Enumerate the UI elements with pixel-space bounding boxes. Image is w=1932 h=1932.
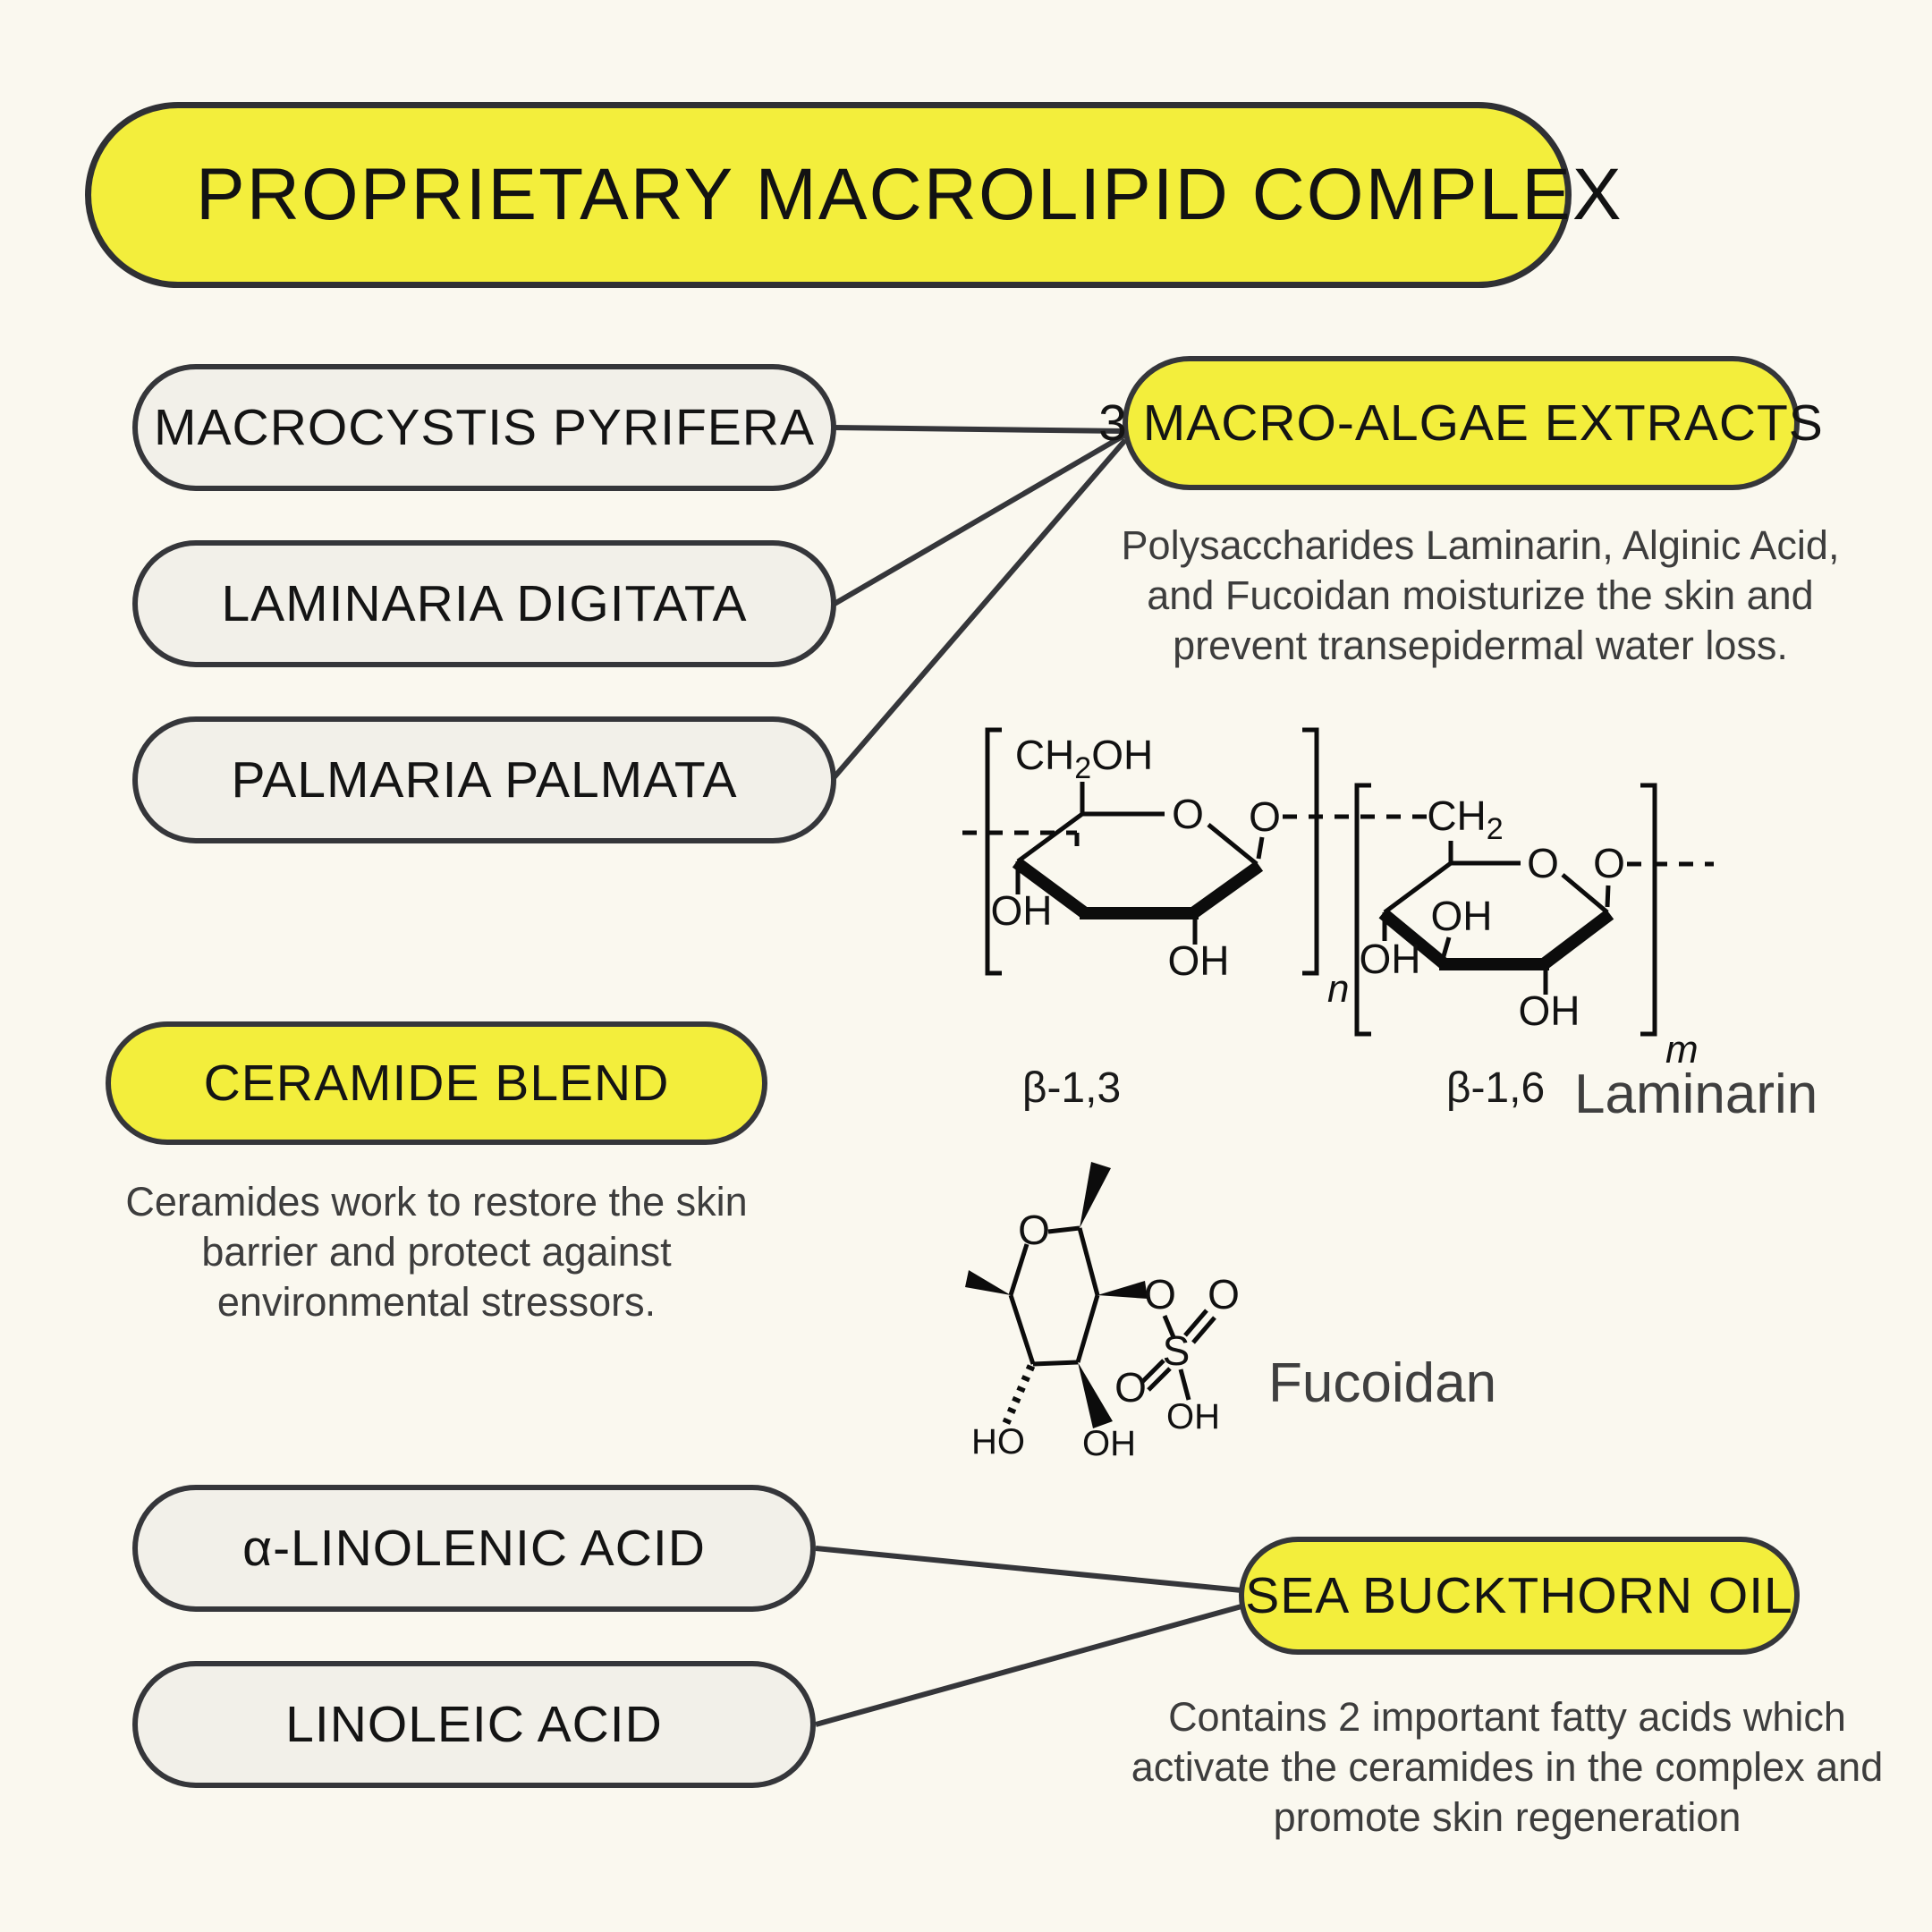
repeat-bracket-right-2: [1640, 785, 1655, 1034]
atom-label-oxygen: O: [1114, 1364, 1147, 1411]
atom-label-oh: OH: [1167, 937, 1230, 984]
atom-label-oh: OH: [1359, 936, 1421, 982]
pill-sea-buckthorn-oil: [1239, 1537, 1800, 1655]
atom-label-ring-oxygen: O: [1172, 791, 1204, 837]
atom-label-oxygen: O: [1208, 1271, 1240, 1318]
atom-label-ch2oh: $CH_2OH$: [1014, 732, 1154, 785]
connector-macrocystis-to-extracts: [835, 428, 1125, 431]
atom-label-ho: HO: [971, 1422, 1025, 1462]
repeat-bracket-left-2: [1357, 785, 1371, 1034]
pill-macrocystis-pyrifera: [132, 364, 836, 491]
atom-label-sulfur: S: [1162, 1327, 1191, 1374]
pill-macro-algae-extracts: [1098, 356, 1824, 490]
wedge-methyl-top: [1080, 1162, 1111, 1228]
repeat-bracket-right-1: [1302, 730, 1317, 973]
atom-label-oh: OH: [990, 887, 1053, 934]
page-title: PROPRIETARY MACROLIPID COMPLEX: [196, 154, 1623, 235]
pill-ceramide-blend: [106, 1021, 767, 1145]
atom-label-oh: OH: [1518, 987, 1580, 1034]
wedge-sulfate-link: [1097, 1281, 1148, 1299]
atom-label-oh: OH: [1082, 1424, 1136, 1463]
pill-label: LINOLEIC ACID: [285, 1696, 663, 1753]
atom-label-ring-oxygen: O: [1018, 1207, 1050, 1253]
atom-label-glycosidic-oxygen: O: [1249, 793, 1281, 840]
atom-label-glycosidic-oxygen: O: [1593, 840, 1625, 886]
wedge-oh-bottom: [1078, 1362, 1113, 1428]
connector-laminaria-to-extracts: [835, 435, 1125, 604]
subscript-n: n: [1327, 967, 1350, 1011]
sea-buckthorn-description: Contains 2 important fatty acids which activate the ceramides in the complex and promote skin regeneration: [1131, 1694, 1884, 1840]
pill-label: MACROCYSTIS PYRIFERA: [154, 399, 815, 456]
linkage-label-beta16: β-1,6: [1445, 1064, 1546, 1112]
atom-label-ring-oxygen: O: [1527, 840, 1559, 886]
pill-laminaria-digitata: [132, 540, 836, 667]
atom-label-oxygen: O: [1144, 1271, 1176, 1318]
repeat-bracket-left-1: [987, 730, 1002, 973]
fucoidan-label: Fucoidan: [1268, 1352, 1497, 1414]
laminarin-label: Laminarin: [1574, 1063, 1818, 1125]
pill-label: 3 MACRO-ALGAE EXTRACTS: [1098, 394, 1824, 452]
ceramide-description: Ceramides work to restore the skin barrier and protect against environmental stressors.: [125, 1179, 748, 1325]
laminarin-structure-diagram: [948, 714, 1878, 1134]
pill-linoleic-acid: [132, 1661, 816, 1788]
pill-palmaria-palmata: [132, 716, 836, 843]
pill-label: PALMARIA PALMATA: [231, 751, 738, 809]
wedge-methyl-left: [965, 1270, 1011, 1295]
algae-description: Polysaccharides Laminarin, Alginic Acid, and Fucoidan moisturize the skin and prevent transepidermal water loss.: [1121, 522, 1840, 668]
atom-label-ch2: $CH_2$: [1427, 792, 1504, 846]
subscript-m: m: [1665, 1028, 1699, 1072]
pill-label: SEA BUCKTHORN OIL: [1245, 1567, 1793, 1624]
linkage-label-beta13: β-1,3: [1021, 1064, 1122, 1112]
pill-alpha-linolenic-acid: [132, 1485, 816, 1612]
pill-label: α-LINOLENIC ACID: [242, 1520, 706, 1577]
atom-label-oh: OH: [1430, 893, 1493, 939]
pill-label: LAMINARIA DIGITATA: [221, 575, 748, 632]
atom-label-oh: OH: [1166, 1397, 1220, 1436]
connector-linolenic-to-seabuckthorn: [816, 1548, 1241, 1590]
hashed-wedge-ho: [1005, 1366, 1031, 1425]
pill-label: CERAMIDE BLEND: [203, 1055, 670, 1112]
fucoidan-structure-diagram: [939, 1140, 1682, 1498]
